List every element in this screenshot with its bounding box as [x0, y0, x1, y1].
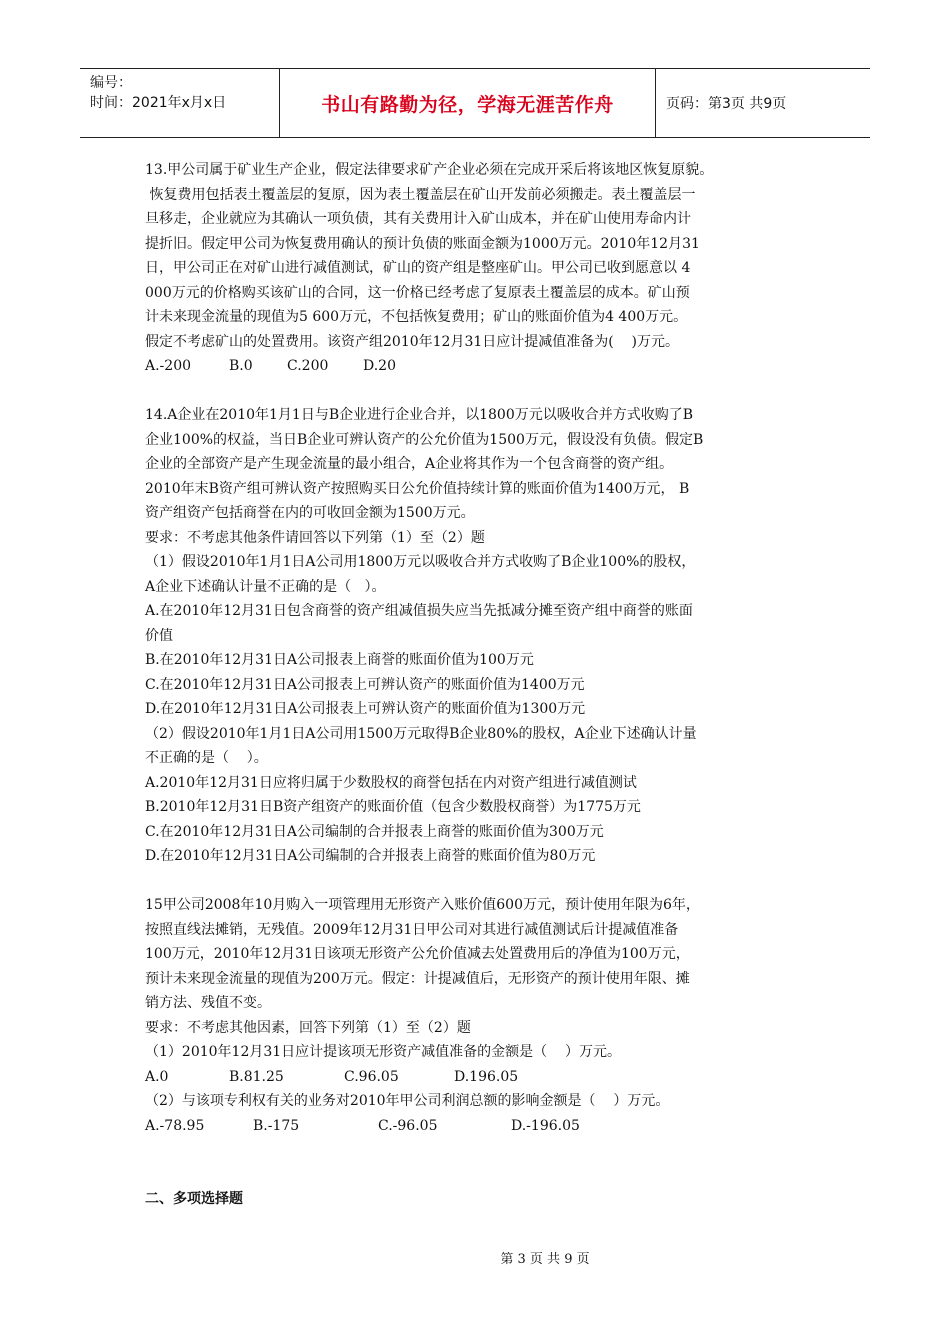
question-15	[145, 893, 815, 1138]
q14-line: C.在2010年12月31日A公司编制的合并报表上商誉的账面价值为300万元	[145, 823, 604, 840]
document-body	[145, 158, 815, 1212]
header-meta	[80, 69, 280, 137]
q15-2-option-c: C.-96.05	[378, 1117, 438, 1134]
q15-line: 要求：不考虑其他因素，回答下列第（1）至（2）题	[145, 1019, 471, 1036]
question-13	[145, 158, 815, 379]
q13-option-b: B.0	[229, 358, 253, 374]
q14-line: 价值	[145, 627, 173, 644]
q14-line: 要求：不考虑其他条件请回答以下列第（1）至（2）题	[145, 529, 485, 546]
q13-option-d: D.20	[363, 358, 396, 374]
header-page-info: 页码：第3页 共9页	[666, 96, 787, 112]
q14-line: B.2010年12月31日B资产组资产的账面价值（包含少数股权商誉）为1775万元	[145, 799, 641, 815]
q15-line: 按照直线法摊销，无残值。2009年12月31日甲公司对其进行减值测试后计提减值准备	[145, 921, 679, 938]
q13-line: 提折旧。假定甲公司为恢复费用确认的预计负债的账面金额为1000万元。2010年12月31	[145, 235, 700, 252]
q13-line: 假定不考虑矿山的处置费用。该资产组2010年12月31日应计提减值准备为( )万元。	[145, 333, 679, 350]
number-label: 编号：	[90, 75, 132, 91]
q15-line: 预计未来现金流量的现值为200万元。假定：计提减值后，无形资产的预计使用年限、摊	[145, 970, 690, 987]
q15-2-option-a: A.-78.95	[145, 1117, 205, 1134]
q15-line: （1）2010年12月31日应计提该项无形资产减值准备的金额是（ ）万元。	[145, 1044, 621, 1060]
q14-line: 企业的全部资产是产生现金流量的最小组合，A企业将其作为一个包含商誉的资产组。	[145, 456, 674, 472]
q14-line: 14.A企业在2010年1月1日与B企业进行企业合并，以1800万元以吸收合并方式收购了B	[145, 407, 694, 423]
q13-line: 000万元的价格购买该矿山的合同，这一价格已经考虑了复原表土覆盖层的成本。矿山预	[145, 284, 690, 301]
q15-line: 100万元，2010年12月31日该项无形资产公允价值减去处置费用后的净值为100万元，	[145, 946, 690, 962]
page-header	[80, 68, 870, 138]
q14-line: A企业下述确认计量不正确的是（ ）。	[145, 578, 386, 595]
section-title: 二、多项选择题	[145, 1191, 243, 1207]
q15-line: 15甲公司2008年10月购入一项管理用无形资产入账价值600万元，预计使用年限为6年，	[145, 897, 700, 913]
q14-line: 2010年末B资产组可辨认资产按照购买日公允价值持续计算的账面价值为1400万元， B	[145, 480, 690, 497]
q14-line: A.在2010年12月31日包含商誉的资产组减值损失应当先抵减分摊至资产组中商誉的账面	[145, 603, 693, 619]
question-14	[145, 403, 815, 869]
q14-line: 资产组资产包括商誉在内的可收回金额为1500万元。	[145, 505, 475, 521]
q15-options-1	[145, 1065, 815, 1090]
q15-2-option-d: D.-196.05	[511, 1117, 580, 1134]
q13-line: 13.甲公司属于矿业生产企业，假定法律要求矿产企业必须在完成开采后将该地区恢复原貌。	[145, 162, 714, 178]
q14-line: C.在2010年12月31日A公司报表上可辨认资产的账面价值为1400万元	[145, 676, 585, 693]
time-label: 时间：2021年x月x日	[90, 95, 227, 111]
q13-line: 计未来现金流量的现值为5 600万元，不包括恢复费用；矿山的账面价值为4 400万元。	[145, 309, 688, 325]
q15-line: 销方法、残值不变。	[145, 995, 271, 1011]
q14-line: （1）假设2010年1月1日A公司用1800万元以吸收合并方式收购了B企业100%的股权，	[145, 554, 696, 570]
q13-options	[145, 354, 815, 379]
q14-line: D.在2010年12月31日A公司编制的合并报表上商誉的账面价值为80万元	[145, 848, 596, 864]
header-motto: 书山有路勤为径，学海无涯苦作舟	[280, 69, 656, 137]
q13-option-c: C.200	[287, 358, 329, 374]
q14-line: （2）假设2010年1月1日A公司用1500万元取得B企业80%的股权，A企业下述确认计量	[145, 725, 697, 742]
q13-line: 日，甲公司正在对矿山进行减值测试，矿山的资产组是整座矿山。甲公司已收到愿意以 4	[145, 260, 691, 276]
q15-options-2	[145, 1114, 815, 1139]
q13-line: 旦移走，企业就应为其确认一项负债，其有关费用计入矿山成本，并在矿山使用寿命内计	[145, 211, 691, 227]
q13-line: 恢复费用包括表土覆盖层的复原，因为表土覆盖层在矿山开发前必须搬走。表土覆盖层一	[145, 186, 696, 203]
q14-line: A.2010年12月31日应将归属于少数股权的商誉包括在内对资产组进行减值测试	[145, 774, 637, 791]
q14-line: 企业100%的权益，当日B企业可辨认资产的公允价值为1500万元，假设没有负债。假定B	[145, 431, 704, 448]
q15-1-option-c: C.96.05	[344, 1068, 399, 1085]
q14-line: B.在2010年12月31日A公司报表上商誉的账面价值为100万元	[145, 652, 534, 668]
q15-1-option-b: B.81.25	[229, 1068, 284, 1085]
q15-1-option-d: D.196.05	[454, 1068, 519, 1085]
footer-page-number: 第 3 页 共 9 页	[500, 1252, 590, 1267]
q14-line: D.在2010年12月31日A公司报表上可辨认资产的账面价值为1300万元	[145, 701, 586, 717]
q15-2-option-b: B.-175	[253, 1117, 300, 1134]
q13-option-a: A.-200	[145, 358, 192, 374]
page-footer	[0, 1248, 950, 1267]
q15-line: （2）与该项专利权有关的业务对2010年甲公司利润总额的影响金额是（ ）万元。	[145, 1093, 670, 1109]
q15-1-option-a: A.0	[145, 1068, 169, 1085]
q14-line: 不正确的是（ ）。	[145, 750, 268, 766]
